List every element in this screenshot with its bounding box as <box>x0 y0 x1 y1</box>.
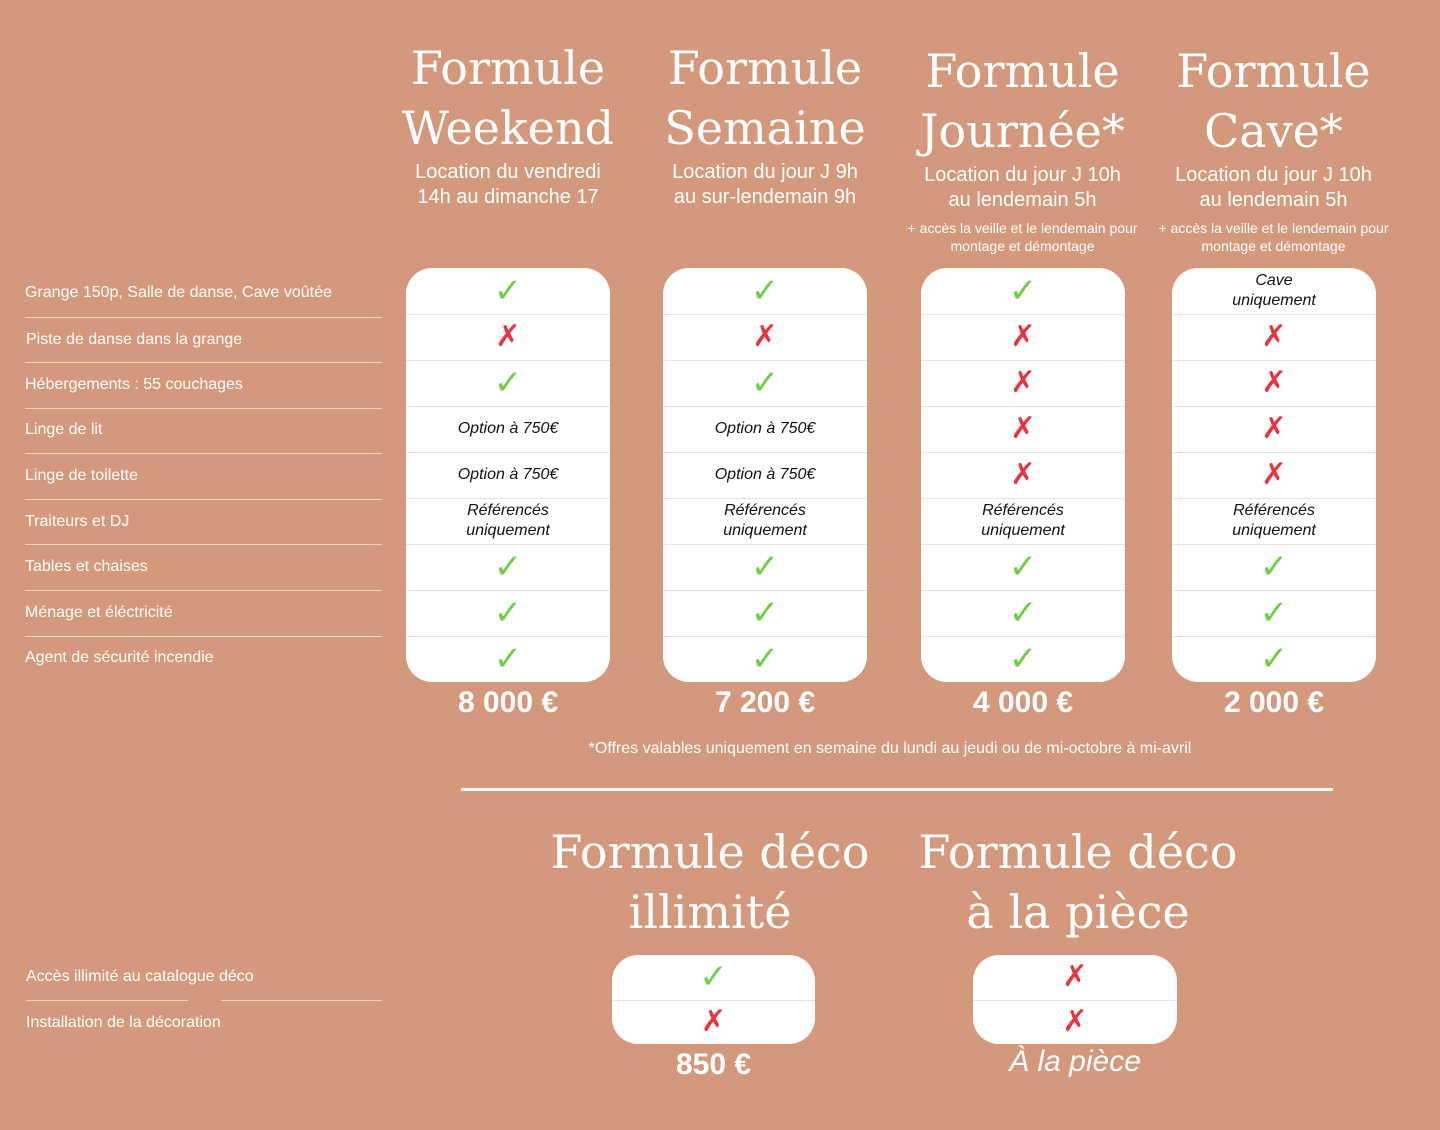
formula-header-journee <box>895 41 1150 255</box>
table-cell <box>663 498 867 544</box>
cell-divider <box>1172 360 1376 361</box>
formula-price: 4 000 € <box>972 686 1074 719</box>
cell-divider <box>663 636 867 637</box>
table-cell <box>1172 406 1376 452</box>
cell-divider <box>663 544 867 545</box>
check-icon: ✓ <box>1259 547 1289 587</box>
cell-divider <box>663 406 867 407</box>
formula-price: 2 000 € <box>1223 686 1325 719</box>
table-cell <box>406 314 610 360</box>
check-icon: ✓ <box>1259 593 1289 633</box>
table-cell <box>1172 636 1376 682</box>
formula-price: 8 000 € <box>457 686 559 719</box>
check-icon: ✓ <box>750 593 780 633</box>
row-label: Grange 150p, Salle de danse, Cave voûtée <box>25 284 332 301</box>
formula-subtitle: au lendemain 5h <box>948 189 1097 211</box>
divider-line <box>26 1000 188 1001</box>
cross-icon: ✗ <box>1062 1003 1088 1039</box>
formula-header-cave <box>1146 41 1401 255</box>
check-icon: ✓ <box>493 639 523 679</box>
table-cell <box>1172 452 1376 498</box>
check-icon: ✓ <box>1008 271 1038 311</box>
cell-divider <box>1172 498 1376 499</box>
cross-icon: ✗ <box>495 319 521 354</box>
cell-divider <box>406 590 610 591</box>
check-icon: ✓ <box>750 639 780 679</box>
table-cell <box>663 636 867 682</box>
cell-divider <box>663 452 867 453</box>
cell-text: Référencés uniquement <box>723 502 807 539</box>
formula-note: montage et démontage <box>950 238 1095 254</box>
cell-divider <box>921 314 1125 315</box>
divider-line <box>25 499 382 500</box>
table-cell <box>921 452 1125 498</box>
divider-line <box>25 453 382 454</box>
formula-header-semaine <box>645 38 885 210</box>
cell-divider <box>663 314 867 315</box>
formula-note: montage et démontage <box>1201 238 1346 254</box>
formula-subtitle: Location du jour J 10h <box>1175 164 1372 186</box>
divider-line <box>25 317 382 318</box>
check-icon: ✓ <box>1008 547 1038 587</box>
row-label: Piste de danse dans la grange <box>26 331 243 348</box>
row-label: Traiteurs et DJ <box>25 513 130 530</box>
formula-note: + accès la veille et le lendemain pour <box>907 220 1138 236</box>
check-icon: ✓ <box>750 271 780 311</box>
cell-divider <box>663 360 867 361</box>
cell-text: Option à 750€ <box>714 466 816 483</box>
table-cell <box>921 498 1125 544</box>
cell-divider <box>921 406 1125 407</box>
table-cell <box>406 636 610 682</box>
formula-header-weekend <box>388 38 628 210</box>
check-icon: ✓ <box>493 593 523 633</box>
check-icon: ✓ <box>1259 639 1289 679</box>
cross-icon: ✗ <box>1010 365 1036 400</box>
formula-title: Weekend <box>401 101 615 155</box>
formula-price: 7 200 € <box>714 686 816 719</box>
cell-divider <box>973 1000 1177 1001</box>
footnote: *Offres valables uniquement en semaine du lundi au jeudi ou de mi-octobre à mi-avril <box>588 740 1192 757</box>
table-cell <box>1172 498 1376 544</box>
deco-card <box>612 955 815 1044</box>
cell-divider <box>406 360 610 361</box>
table-cell <box>663 452 867 498</box>
table-cell <box>406 268 610 314</box>
cell-text: Cave uniquement <box>1232 272 1316 309</box>
cell-divider <box>406 498 610 499</box>
formula-card <box>663 268 867 682</box>
table-cell <box>406 590 610 636</box>
divider-line <box>25 408 382 409</box>
cell-divider <box>663 498 867 499</box>
formula-title: Journée* <box>920 104 1125 158</box>
table-cell <box>1172 268 1376 314</box>
table-cell <box>663 590 867 636</box>
cross-icon: ✗ <box>1261 365 1287 400</box>
table-cell <box>663 406 867 452</box>
cell-divider <box>921 452 1125 453</box>
cross-icon: ✗ <box>1010 319 1036 354</box>
row-label: Agent de sécurité incendie <box>25 649 214 666</box>
deco-title-line: à la pièce <box>966 885 1190 939</box>
formula-card <box>406 268 610 682</box>
cell-text: Référencés uniquement <box>466 502 550 539</box>
formula-subtitle: au lendemain 5h <box>1199 189 1348 211</box>
formula-subtitle: Location du jour J 9h <box>672 161 858 183</box>
cell-divider <box>921 590 1125 591</box>
deco-card <box>973 955 1177 1044</box>
table-cell <box>406 360 610 406</box>
cross-icon: ✗ <box>700 1003 727 1039</box>
table-cell <box>663 268 867 314</box>
cell-divider <box>1172 544 1376 545</box>
cross-icon: ✗ <box>1010 457 1036 492</box>
cross-icon: ✗ <box>1010 411 1036 446</box>
cell-divider <box>612 1000 815 1001</box>
cell-divider <box>406 452 610 453</box>
formula-title: Formule <box>410 41 606 95</box>
table-cell <box>406 498 610 544</box>
table-cell <box>663 360 867 406</box>
cell-divider <box>921 544 1125 545</box>
cell-divider <box>921 636 1125 637</box>
cell-text: Référencés uniquement <box>981 502 1065 539</box>
cell-divider <box>1172 590 1376 591</box>
cross-icon: ✗ <box>1261 457 1287 492</box>
table-cell <box>921 590 1125 636</box>
table-cell <box>921 636 1125 682</box>
check-icon: ✓ <box>750 547 780 587</box>
deco-title <box>520 822 900 942</box>
cell-divider <box>1172 406 1376 407</box>
table-cell <box>921 360 1125 406</box>
table-cell <box>921 314 1125 360</box>
deco-title-line: Formule déco <box>550 825 870 879</box>
table-cell <box>406 406 610 452</box>
cell-text: Option à 750€ <box>714 420 816 437</box>
formula-subtitle: Location du vendredi <box>415 161 601 183</box>
formula-title: Cave* <box>1204 104 1343 158</box>
cross-icon: ✗ <box>1261 319 1287 354</box>
cell-divider <box>921 360 1125 361</box>
deco-title-line: illimité <box>628 885 792 939</box>
deco-title-line: Formule déco <box>918 825 1238 879</box>
formula-title: Formule <box>1176 44 1371 98</box>
check-icon: ✓ <box>1008 593 1038 633</box>
check-icon: ✓ <box>493 363 523 403</box>
cell-divider <box>1172 314 1376 315</box>
divider-line <box>221 1000 382 1001</box>
table-cell <box>1172 590 1376 636</box>
formula-subtitle: Location du jour J 10h <box>924 164 1121 186</box>
row-label: Tables et chaises <box>25 558 148 575</box>
row-label: Linge de lit <box>25 421 103 438</box>
table-cell <box>663 544 867 590</box>
check-icon: ✓ <box>750 363 780 403</box>
formula-subtitle: au sur-lendemain 9h <box>673 186 857 208</box>
row-label: Ménage et éléctricité <box>25 604 173 621</box>
cell-text: Option à 750€ <box>457 466 559 483</box>
formula-note: + accès la veille et le lendemain pour <box>1158 220 1389 236</box>
deco-title <box>888 822 1268 942</box>
check-icon: ✓ <box>493 547 523 587</box>
cell-divider <box>406 314 610 315</box>
cell-divider <box>921 498 1125 499</box>
table-cell <box>973 955 1177 1000</box>
formula-title: Semaine <box>664 101 866 155</box>
cell-divider <box>406 544 610 545</box>
deco-row-label: Installation de la décoration <box>26 1014 221 1031</box>
section-divider <box>461 788 1333 791</box>
formula-card <box>1172 268 1376 682</box>
table-cell <box>406 452 610 498</box>
cell-divider <box>663 590 867 591</box>
table-cell <box>921 544 1125 590</box>
check-icon: ✓ <box>699 957 728 998</box>
formula-subtitle: 14h au dimanche 17 <box>417 186 599 208</box>
formula-title: Formule <box>925 44 1120 98</box>
table-cell <box>1172 544 1376 590</box>
cross-icon: ✗ <box>1261 411 1287 446</box>
row-label: Hébergements : 55 couchages <box>25 376 243 393</box>
deco-price: À la pièce <box>1009 1045 1141 1078</box>
cross-icon: ✗ <box>1062 959 1088 995</box>
cell-text: Option à 750€ <box>457 420 559 437</box>
table-cell <box>921 268 1125 314</box>
cross-icon: ✗ <box>752 319 778 354</box>
table-cell <box>1172 314 1376 360</box>
table-cell <box>973 1000 1177 1045</box>
divider-line <box>25 636 382 637</box>
check-icon: ✓ <box>1008 639 1038 679</box>
table-cell <box>612 955 815 1000</box>
cell-divider <box>1172 636 1376 637</box>
formula-card <box>921 268 1125 682</box>
row-label: Linge de toilette <box>25 467 138 484</box>
divider-line <box>25 362 382 363</box>
cell-divider <box>1172 452 1376 453</box>
cell-text: Référencés uniquement <box>1232 502 1316 539</box>
table-cell <box>663 314 867 360</box>
deco-row-label: Accès illimité au catalogue déco <box>26 968 254 985</box>
cell-divider <box>406 406 610 407</box>
deco-price: 850 € <box>675 1048 752 1081</box>
table-cell <box>1172 360 1376 406</box>
check-icon: ✓ <box>493 271 523 311</box>
cell-divider <box>406 636 610 637</box>
table-cell <box>406 544 610 590</box>
formula-title: Formule <box>667 41 863 95</box>
table-cell <box>921 406 1125 452</box>
divider-line <box>25 544 382 545</box>
divider-line <box>25 590 382 591</box>
table-cell <box>612 1000 815 1045</box>
